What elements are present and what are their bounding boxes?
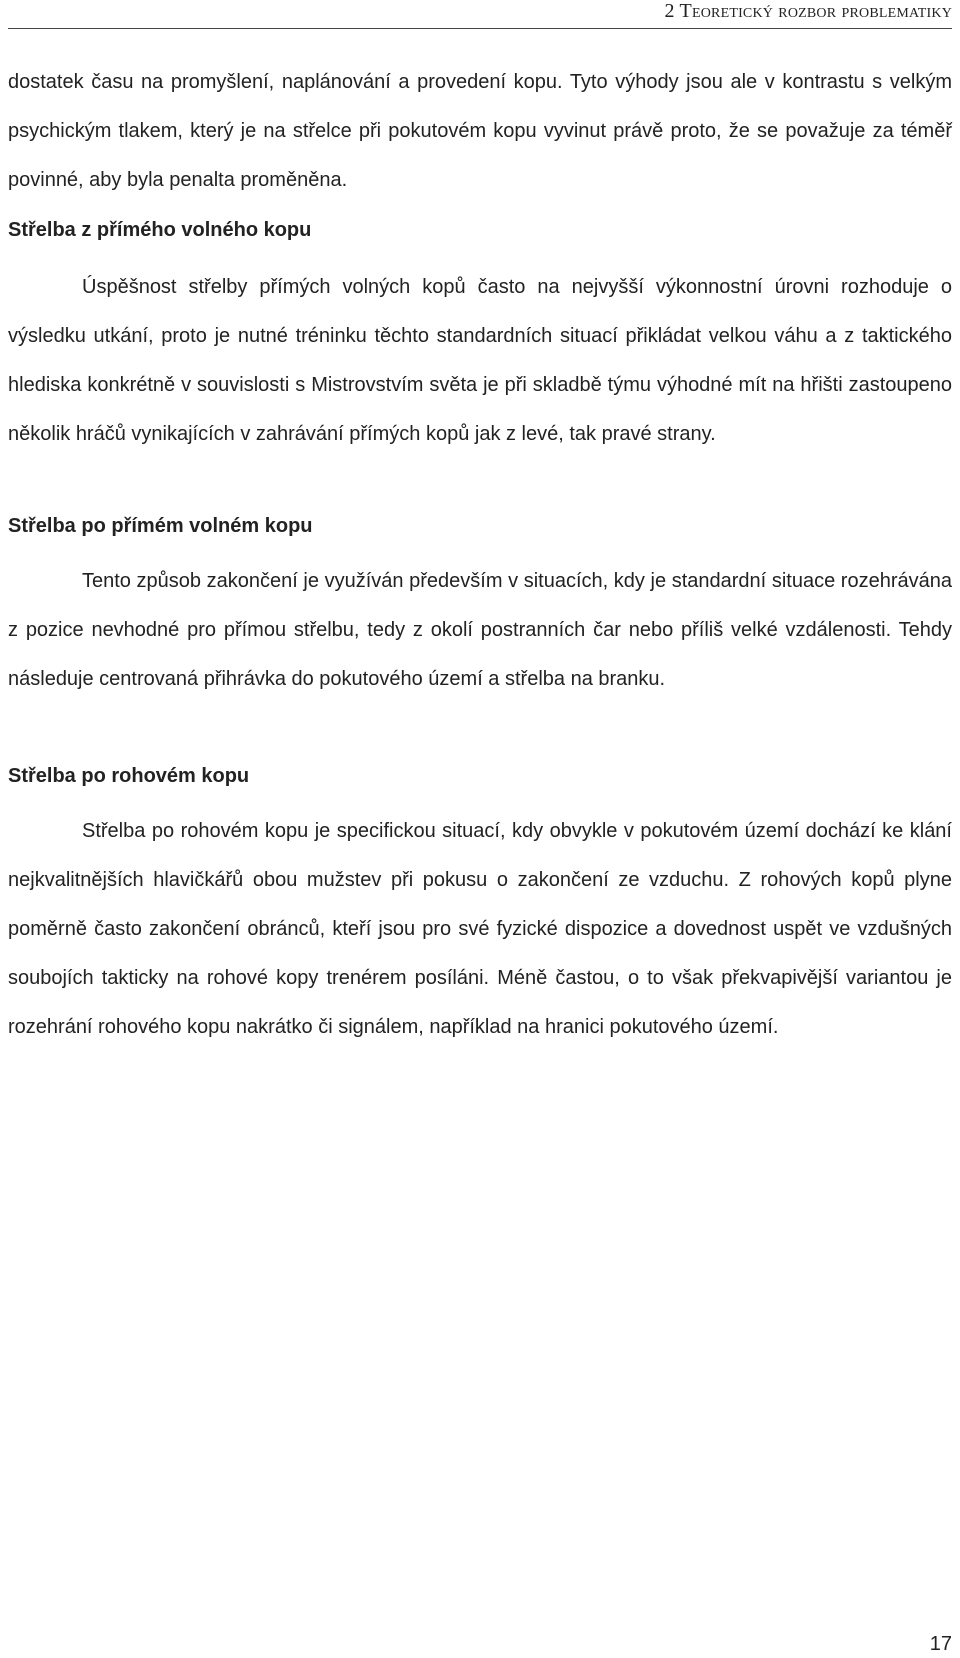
section-heading-direct-free-kick: Střelba z přímého volného kopu xyxy=(8,219,312,241)
paragraph-indirect-free-kick: Tento způsob zakončení je využíván především v situacích, kdy je standardní situace rozehrávána z pozice nevhodné pro přímou střelbu, tedy z okolí postranních čar nebo příliš velké vzdálenosti. Tehdy následuje centrovaná přihrávka do pokutového území a střelba na branku. xyxy=(8,570,952,690)
running-header: 2 Teoretický rozbor problematiky xyxy=(664,0,952,22)
paragraph-direct-free-kick: Úspěšnost střelby přímých volných kopů často na nejvyšší výkonnostní úrovni rozhoduje o výsledku utkání, proto je nutné tréninku těchto standardních situací přikládat velkou váhu a z taktického hlediska konkrétně v souvislosti s Mistrovstvím světa je při skladbě týmu výhodné mít na hřišti zastoupeno několik hráčů vynikajících v zahrávání přímých kopů jak z levé, tak pravé strany. xyxy=(8,276,952,445)
paragraph-continuation: dostatek času na promyšlení, naplánování a provedení kopu. Tyto výhody jsou ale v kontrastu s velkým psychickým tlakem, který je na střelce při pokutovém kopu vyvinut právě proto, že se považuje za téměř povinné, aby byla penalta proměněna. xyxy=(8,71,952,191)
section-heading-indirect-free-kick: Střelba po přímém volném kopu xyxy=(8,515,313,537)
page-number: 17 xyxy=(929,1633,952,1655)
header-rule xyxy=(8,28,952,29)
section-heading-corner-kick: Střelba po rohovém kopu xyxy=(8,765,250,787)
paragraph-corner-kick: Střelba po rohovém kopu je specifickou situací, kdy obvykle v pokutovém území dochází ke klání nejkvalitnějších hlavičkářů obou mužstev při pokusu o zakončení ze vzduchu. Z rohových kopů plyne poměrně často zakončení obránců, kteří jsou pro své fyzické dispozice a dovednost uspět ve vzdušných soubojích takticky na rohové kopy trenérem posíláni. Méně častou, o to však překvapivější variantou je rozehrání rohového kopu nakrátko či signálem, například na hranici pokutového území. xyxy=(8,820,952,1038)
